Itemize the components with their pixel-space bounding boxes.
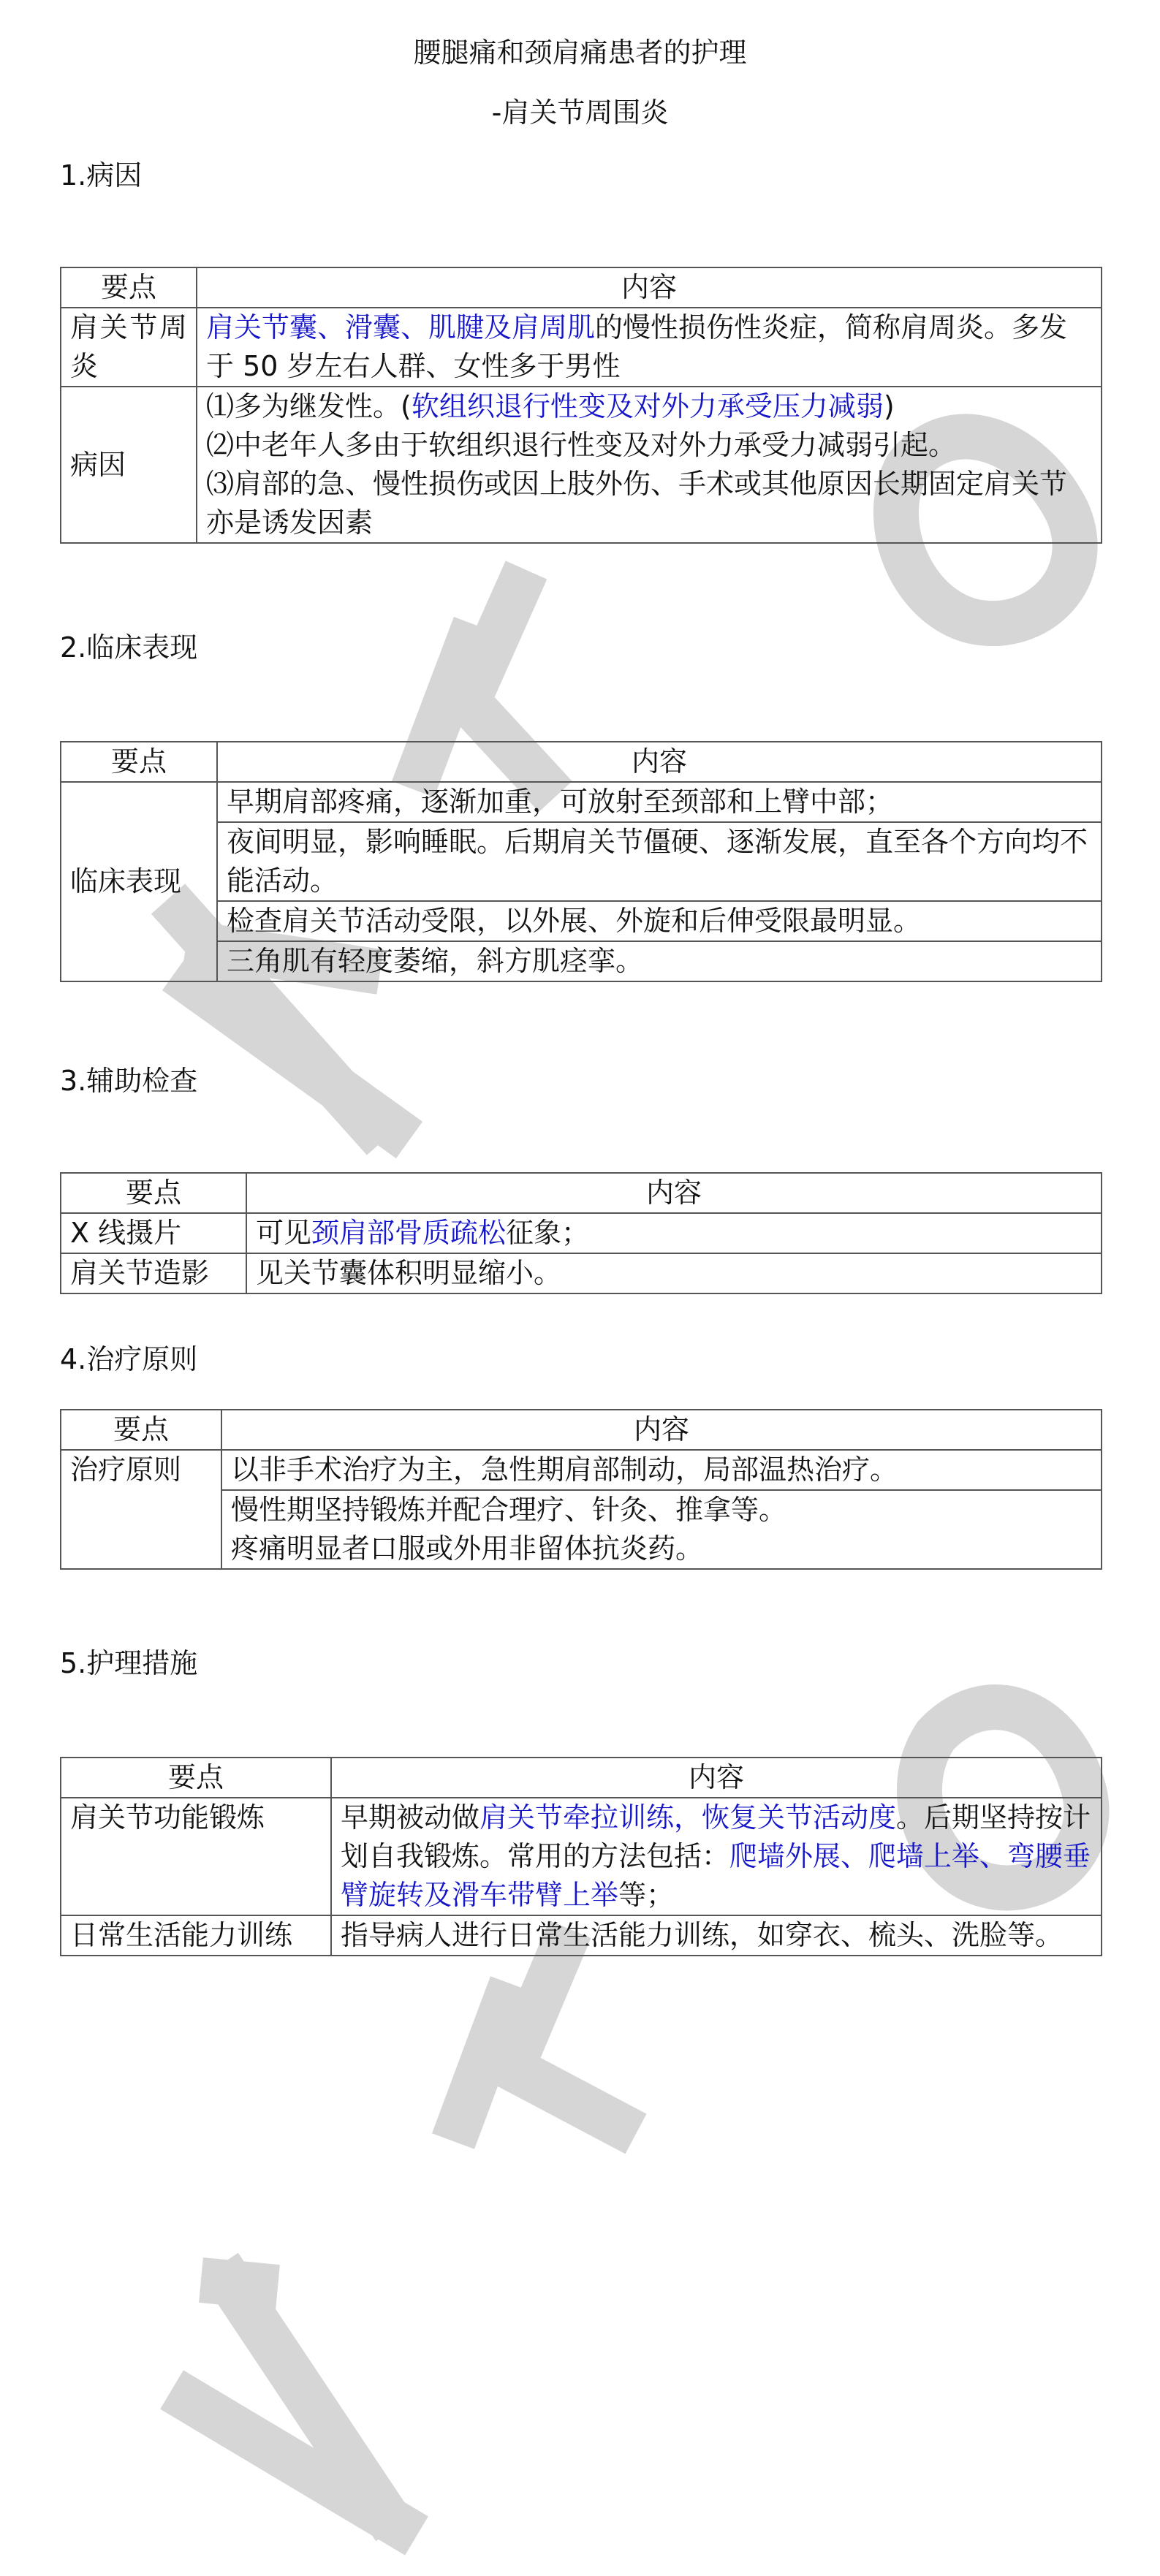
table-row bbox=[61, 1798, 1102, 1915]
column-header-key: 要点 bbox=[61, 267, 197, 308]
column-header-content: 内容 bbox=[331, 1758, 1102, 1798]
highlight-text: 软组织退行性变及对外力承受压力减弱 bbox=[411, 390, 884, 422]
table-row bbox=[61, 782, 1102, 822]
column-header-key: 要点 bbox=[61, 742, 217, 782]
table-exam bbox=[60, 1172, 1102, 1294]
column-header-content: 内容 bbox=[246, 1173, 1102, 1213]
document-title: 腰腿痛和颈肩痛患者的护理 bbox=[413, 37, 747, 69]
column-header-key: 要点 bbox=[61, 1758, 331, 1798]
row-content bbox=[331, 1798, 1102, 1915]
table-row bbox=[61, 1915, 1102, 1956]
row-key: 临床表现 bbox=[61, 782, 217, 981]
section-heading-exam: 3.辅助检查 bbox=[60, 1065, 198, 1097]
content-line: 疼痛明显者口服或外用非留体抗炎药。 bbox=[231, 1532, 704, 1565]
row-content: 检查肩关节活动受限，以外展、外旋和后伸受限最明显。 bbox=[217, 901, 1102, 941]
body-text: 。后期坚持按计划自我锻炼。常用的方法包括： bbox=[341, 1801, 1091, 1872]
row-content: 夜间明显，影响睡眠。后期肩关节僵硬、逐渐发展，直至各个方向均不能活动。 bbox=[217, 822, 1102, 901]
table-cause bbox=[60, 267, 1102, 544]
row-content: 早期肩部疼痛，逐渐加重，可放射至颈部和上臂中部； bbox=[217, 782, 1102, 822]
content-line: ⑵中老年人多由于软组织退行性变及对外力承受力减弱引起。 bbox=[206, 429, 957, 461]
row-content: 见关节囊体积明显缩小。 bbox=[246, 1253, 1102, 1293]
table-row bbox=[61, 822, 1102, 901]
highlight-text: 爬墙外展、爬墙上举、弯腰垂臂旋转及滑车带臂上举 bbox=[341, 1840, 1091, 1911]
table-row bbox=[61, 308, 1102, 387]
body-text: 的慢性损伤性炎症，简称肩周炎。多发于 50 岁左右人群、女性多于男性 bbox=[206, 311, 1068, 382]
section-heading-cause: 1.病因 bbox=[60, 159, 143, 191]
row-key: 治疗原则 bbox=[61, 1450, 221, 1569]
table-row bbox=[61, 387, 1102, 543]
body-text: 等； bbox=[618, 1879, 675, 1911]
row-key: 日常生活能力训练 bbox=[61, 1915, 331, 1956]
column-header-content: 内容 bbox=[217, 742, 1102, 782]
table-header-row bbox=[61, 1173, 1102, 1213]
watermark-z-lower bbox=[172, 2265, 417, 2536]
content-line: 慢性期坚持锻炼并配合理疗、针灸、推拿等。 bbox=[231, 1494, 787, 1526]
table-header-row bbox=[61, 1758, 1102, 1798]
body-text: 早期被动做 bbox=[341, 1801, 480, 1834]
row-content bbox=[246, 1213, 1102, 1253]
highlight-text: 颈肩部骨质疏松 bbox=[311, 1217, 507, 1249]
body-text: 征象； bbox=[506, 1217, 590, 1249]
column-header-content: 内容 bbox=[197, 267, 1102, 308]
row-content bbox=[221, 1490, 1102, 1569]
row-key: 病因 bbox=[61, 387, 197, 543]
document-subtitle: -肩关节周围炎 bbox=[491, 96, 669, 129]
content-line: ⑶肩部的急、慢性损伤或因上肢外伤、手术或其他原因长期固定肩关节亦是诱发因素 bbox=[206, 468, 1068, 539]
table-row bbox=[61, 1213, 1102, 1253]
body-text: ) bbox=[883, 390, 895, 422]
table-header-row bbox=[61, 1410, 1102, 1450]
table-clinical bbox=[60, 741, 1102, 982]
table-header-row bbox=[61, 267, 1102, 308]
table-treatment bbox=[60, 1409, 1102, 1570]
row-key: 肩关节功能锻炼 bbox=[61, 1798, 331, 1915]
table-row bbox=[61, 901, 1102, 941]
section-heading-clinical: 2.临床表现 bbox=[60, 631, 198, 664]
section-heading-treatment: 4.治疗原则 bbox=[60, 1343, 198, 1375]
body-text: 可见 bbox=[256, 1217, 312, 1249]
highlight-text: 肩关节囊、滑囊、肌腱及肩周肌 bbox=[206, 311, 596, 343]
row-content bbox=[197, 308, 1102, 387]
table-header-row bbox=[61, 742, 1102, 782]
table-nursing bbox=[60, 1757, 1102, 1956]
table-row bbox=[61, 941, 1102, 981]
column-header-key: 要点 bbox=[61, 1173, 246, 1213]
row-content: 以非手术治疗为主，急性期肩部制动，局部温热治疗。 bbox=[221, 1450, 1102, 1490]
column-header-key: 要点 bbox=[61, 1410, 221, 1450]
highlight-text: 肩关节牵拉训练，恢复关节活动度 bbox=[479, 1801, 897, 1834]
row-key: 肩关节造影 bbox=[61, 1253, 246, 1293]
table-row bbox=[61, 1253, 1102, 1293]
body-text: ⑴多为继发性。( bbox=[206, 390, 412, 422]
content-line bbox=[206, 387, 1092, 426]
table-row bbox=[61, 1450, 1102, 1490]
row-content: 三角肌有轻度萎缩，斜方肌痉挛。 bbox=[217, 941, 1102, 981]
watermark-k-lower bbox=[453, 1929, 636, 2141]
section-heading-nursing: 5.护理措施 bbox=[60, 1647, 198, 1679]
column-header-content: 内容 bbox=[221, 1410, 1102, 1450]
row-key: X 线摄片 bbox=[61, 1213, 246, 1253]
row-content: 指导病人进行日常生活能力训练，如穿衣、梳头、洗脸等。 bbox=[331, 1915, 1102, 1956]
row-content bbox=[197, 387, 1102, 543]
row-key: 肩关节周炎 bbox=[61, 308, 197, 387]
